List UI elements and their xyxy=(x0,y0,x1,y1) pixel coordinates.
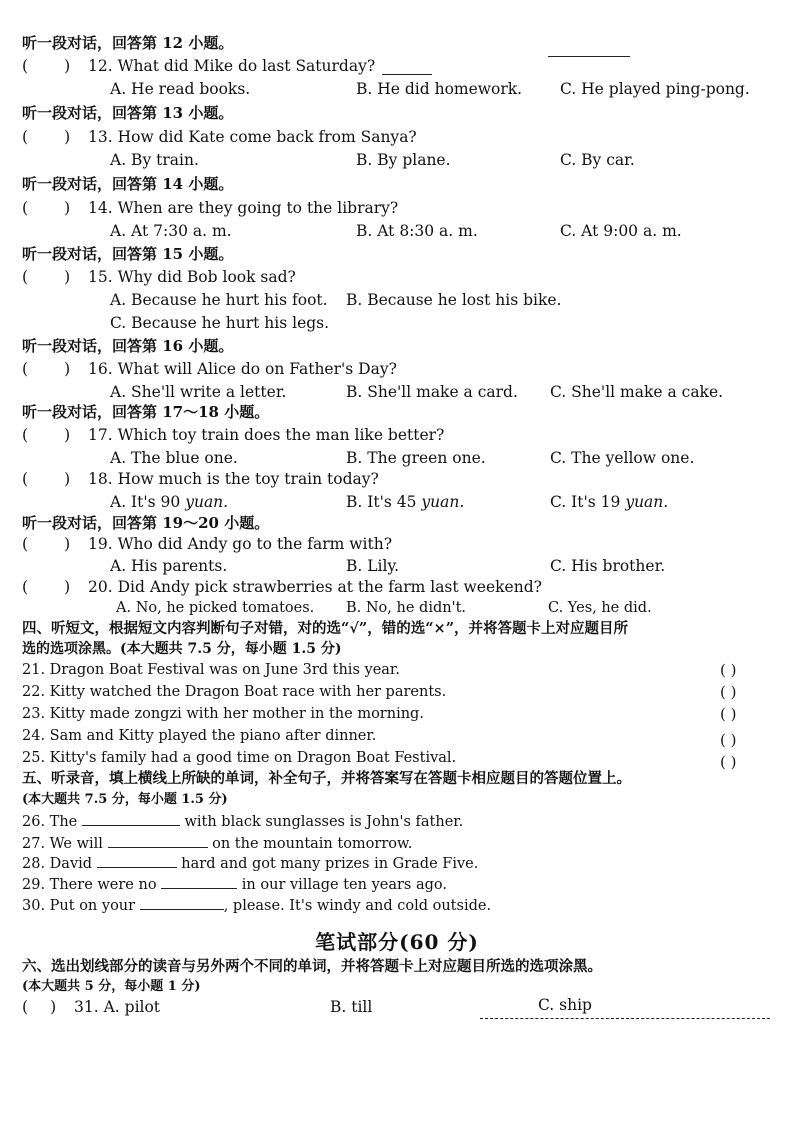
answer-paren[interactable]: ( ) xyxy=(22,199,71,217)
section-header-q16: 听一段对话，回答第 16 小题。 xyxy=(22,337,234,355)
q19-option-b[interactable]: B. Lily. xyxy=(346,557,400,575)
q13-option-a[interactable]: A. By train. xyxy=(110,151,199,169)
fill-item-29: 29. There were no in our village ten years ago. xyxy=(22,874,447,894)
tf-answer-box-23[interactable]: ( ) xyxy=(720,705,737,723)
answer-paren[interactable]: ( ) xyxy=(22,426,71,444)
question-12 xyxy=(22,57,375,75)
tf-item-24: 24. Sam and Kitty played the piano after dinner. xyxy=(22,728,377,744)
question-20: ( ) 20. Did Andy pick strawberries at the farm last weekend? xyxy=(22,578,542,596)
tf-item-25: 25. Kitty's family had a good time on Dragon Boat Festival. xyxy=(22,750,457,766)
q12-option-a[interactable]: A. He read books. xyxy=(110,80,251,98)
question-text: What did Mike do last Saturday? xyxy=(117,57,376,75)
tf-answer-box-24[interactable]: ( ) xyxy=(720,731,737,749)
q17-option-b[interactable]: B. The green one. xyxy=(346,449,486,467)
question-17: ( ) 17. Which toy train does the man like better? xyxy=(22,426,445,444)
section-header-q17-18: 听一段对话，回答第 17～18 小题。 xyxy=(22,403,270,421)
fill-blank[interactable] xyxy=(97,853,177,868)
fill-item-27: 27. We will on the mountain tomorrow. xyxy=(22,833,412,853)
question-text: Did Andy pick strawberries at the farm last weekend? xyxy=(117,578,542,596)
q20-option-c[interactable]: C. Yes, he did. xyxy=(548,600,652,616)
question-text: How much is the toy train today? xyxy=(117,470,379,488)
tf-answer-box-22[interactable]: ( ) xyxy=(720,683,737,701)
q14-option-b[interactable]: B. At 8:30 a. m. xyxy=(356,222,478,240)
question-number: 12. xyxy=(88,57,113,75)
q31-option-a[interactable]: A. pilot xyxy=(103,998,161,1016)
pen-mark xyxy=(382,74,432,75)
q17-option-c[interactable]: C. The yellow one. xyxy=(550,449,695,467)
pen-mark xyxy=(548,56,630,57)
tf-answer-box-25[interactable]: ( ) xyxy=(720,753,737,771)
fill-blank[interactable] xyxy=(108,833,208,848)
q14-option-a[interactable]: A. At 7:30 a. m. xyxy=(110,222,232,240)
fill-item-28: 28. David hard and got many prizes in Grade Five. xyxy=(22,853,478,873)
q31-option-b[interactable]: B. till xyxy=(330,998,373,1016)
section4-title-cont: 选的选项涂黑。(本大题共 7.5 分，每小题 1.5 分) xyxy=(22,641,342,657)
section4-title: 四、听短文，根据短文内容判断句子对错，对的选“√”，错的选“×”，并将答题卡上对应题目所 xyxy=(22,620,629,637)
section-header-q14: 听一段对话，回答第 14 小题。 xyxy=(22,175,234,193)
question-16: ( ) 16. What will Alice do on Father's Day? xyxy=(22,360,397,378)
question-text: When are they going to the library? xyxy=(117,199,399,217)
q20-option-a[interactable]: A. No, he picked tomatoes. xyxy=(116,600,315,616)
question-15: ( ) 15. Why did Bob look sad? xyxy=(22,268,296,286)
section-header-q15: 听一段对话，回答第 15 小题。 xyxy=(22,245,234,263)
q18-option-b[interactable]: B. It's 45 yuan. xyxy=(346,493,465,511)
q13-option-c[interactable]: C. By car. xyxy=(560,151,635,169)
q20-option-b[interactable]: B. No, he didn't. xyxy=(346,600,467,616)
question-18: ( ) 18. How much is the toy train today? xyxy=(22,470,379,488)
q16-option-a[interactable]: A. She'll write a letter. xyxy=(110,383,287,401)
tf-answer-box-21[interactable]: ( ) xyxy=(720,661,737,679)
question-13: ( ) 13. How did Kate come back from Sanya? xyxy=(22,128,417,146)
q15-option-a[interactable]: A. Because he hurt his foot. xyxy=(110,291,328,309)
answer-paren[interactable]: ( ) xyxy=(22,470,71,488)
answer-paren[interactable]: ( ) xyxy=(22,128,71,146)
q18-option-c[interactable]: C. It's 19 yuan. xyxy=(550,493,669,511)
section5-note: (本大题共 7.5 分，每小题 1.5 分) xyxy=(22,792,228,807)
answer-paren[interactable]: ( ) xyxy=(22,578,71,596)
question-text: Why did Bob look sad? xyxy=(117,268,296,286)
q31-option-c[interactable]: C. ship xyxy=(538,996,592,1014)
q19-option-a[interactable]: A. His parents. xyxy=(110,557,228,575)
q12-option-b[interactable]: B. He did homework. xyxy=(356,80,523,98)
answer-paren[interactable]: ( ) xyxy=(22,535,71,553)
pen-mark xyxy=(480,1018,770,1019)
written-part-title: 笔试部分(60 分) xyxy=(315,930,479,954)
answer-paren[interactable]: ( ) xyxy=(22,268,71,286)
section6-note: (本大题共 5 分，每小题 1 分) xyxy=(22,979,201,994)
q15-option-b[interactable]: B. Because he lost his bike. xyxy=(346,291,562,309)
section-header-q12: 听一段对话，回答第 12 小题。 xyxy=(22,34,234,52)
section6-title: 六、选出划线部分的读音与另外两个不同的单词，并将答题卡上对应题目所选的选项涂黑。 xyxy=(22,958,602,975)
fill-blank[interactable] xyxy=(140,895,224,910)
answer-paren[interactable]: ( ) xyxy=(22,57,71,75)
q19-option-c[interactable]: C. His brother. xyxy=(550,557,666,575)
q13-option-b[interactable]: B. By plane. xyxy=(356,151,451,169)
section-header-q19-20: 听一段对话，回答第 19～20 小题。 xyxy=(22,514,270,532)
fill-item-26: 26. The with black sunglasses is John's father. xyxy=(22,811,463,831)
tf-item-23: 23. Kitty made zongzi with her mother in the morning. xyxy=(22,706,424,722)
fill-item-30: 30. Put on your , please. It's windy and cold outside. xyxy=(22,895,491,915)
tf-item-21: 21. Dragon Boat Festival was on June 3rd this year. xyxy=(22,662,400,678)
q16-option-c[interactable]: C. She'll make a cake. xyxy=(550,383,724,401)
question-14: ( ) 14. When are they going to the library? xyxy=(22,199,399,217)
question-text: Who did Andy go to the farm with? xyxy=(117,535,393,553)
question-19: ( ) 19. Who did Andy go to the farm with? xyxy=(22,535,393,553)
q14-option-c[interactable]: C. At 9:00 a. m. xyxy=(560,222,682,240)
q12-option-c[interactable]: C. He played ping-pong. xyxy=(560,80,750,98)
section5-title: 五、听录音，填上横线上所缺的单词，补全句子，并将答案写在答题卡相应题目的答题位置上。 xyxy=(22,770,631,787)
q16-option-b[interactable]: B. She'll make a card. xyxy=(346,383,518,401)
q18-option-a[interactable]: A. It's 90 yuan. xyxy=(110,493,229,511)
question-31: ( ) 31. A. pilot xyxy=(22,998,161,1016)
question-text: What will Alice do on Father's Day? xyxy=(117,360,397,378)
question-text: How did Kate come back from Sanya? xyxy=(117,128,417,146)
q15-option-c[interactable]: C. Because he hurt his legs. xyxy=(110,314,330,332)
answer-paren[interactable]: ( ) xyxy=(22,360,71,378)
question-text: Which toy train does the man like better? xyxy=(117,426,445,444)
section-header-q13: 听一段对话，回答第 13 小题。 xyxy=(22,104,234,122)
fill-blank[interactable] xyxy=(161,874,237,889)
tf-item-22: 22. Kitty watched the Dragon Boat race with her parents. xyxy=(22,684,447,700)
q17-option-a[interactable]: A. The blue one. xyxy=(110,449,238,467)
fill-blank[interactable] xyxy=(82,811,180,826)
answer-paren[interactable]: ( ) xyxy=(22,998,57,1016)
